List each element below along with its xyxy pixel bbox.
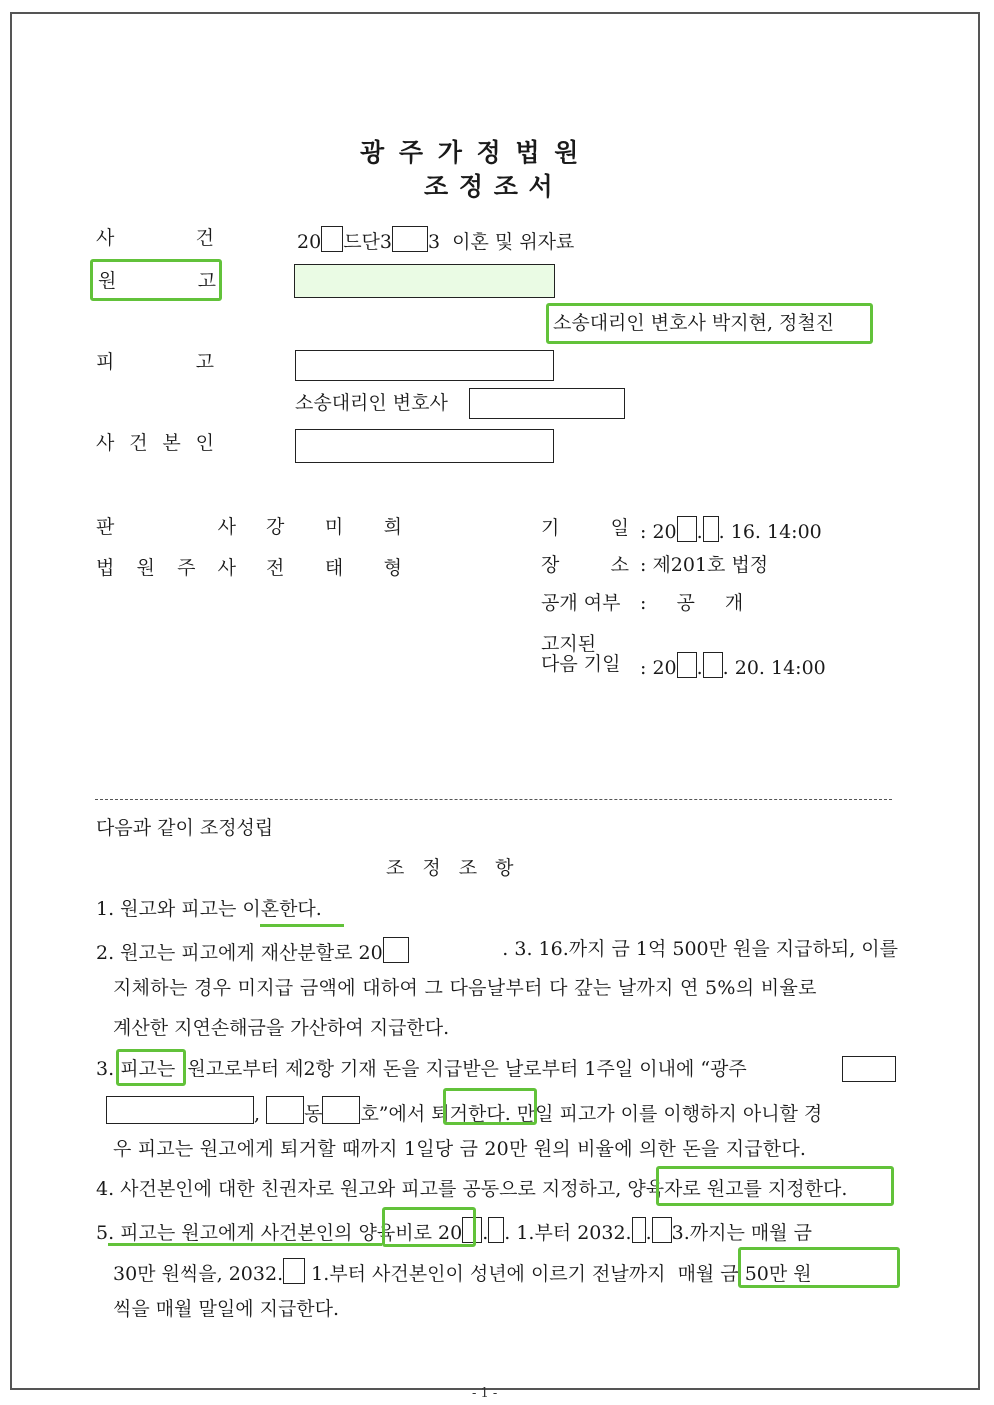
principal-label: 사 건 본 인 (96, 432, 214, 454)
judge-label: 판 사 (96, 516, 236, 538)
clause-4: 4. 사건본인에 대한 친권자로 원고와 피고를 공동으로 지정하고, 양육자로 원고를 지정한다. (96, 1178, 848, 1200)
clerk-label: 법 원 주 사 (96, 557, 236, 579)
hearing-place: : 제201호 법정 (640, 554, 769, 576)
clause-3-address-redacted-1 (842, 1056, 896, 1082)
clause-2-line-3: 계산한 지연손해금을 가산하여 지급한다. (113, 1017, 450, 1039)
clause-3-vacate-highlight (443, 1088, 537, 1125)
clause-1-underline (260, 924, 344, 927)
hearing-public-label: 공개 여부 (541, 592, 621, 614)
defendant-attorney-label: 소송대리인 변호사 (295, 392, 448, 414)
judge-name: 강 미 희 (266, 516, 402, 538)
principal-name-redacted (295, 429, 554, 463)
clause-5-line-3: 씩을 매월 말일에 지급한다. (113, 1298, 340, 1320)
clause-5-monthly-highlight (738, 1247, 900, 1288)
plaintiff-attorney: 소송대리인 변호사 박지현, 정철진 (553, 312, 835, 334)
case-label: 사 건 (96, 227, 214, 249)
hearing-place-label: 장 소 (541, 554, 629, 576)
case-number: 20 드단3 3 이혼 및 위자료 (297, 226, 574, 254)
hearing-date-label: 기 일 (541, 517, 629, 539)
mediation-result: 다음과 같이 조정성립 (96, 817, 274, 839)
plaintiff-label: 원 고 (98, 270, 216, 292)
clause-3-line-1: 3. 피고는 원고로부터 제2항 기재 돈을 지급받은 날로부터 1주일 이내에 “광주 (96, 1058, 747, 1080)
court-name: 광 주 가 정 법 원 (360, 138, 579, 167)
next-date-label-1: 고지된 (541, 633, 597, 655)
clause-4-custody-highlight (656, 1166, 894, 1206)
next-date: : 20 . . 20. 14:00 (640, 652, 826, 680)
clause-5-underline (108, 1243, 382, 1246)
page-number: - 1 - (472, 1386, 498, 1401)
defendant-attorney-redacted (469, 388, 625, 419)
clause-5-line-1: 5. 피고는 원고에게 사건본인의 양육비로 20 . . 1.부터 2032. . 3.까지는 매월 금 (96, 1217, 812, 1245)
clause-3-line-2: , 동 호”에서 퇴거한다. 만일 피고가 이를 이행하지 아니할 경 (106, 1096, 822, 1126)
defendant-label: 피 고 (96, 351, 214, 373)
clause-5-line-2: 30만 원씩을, 2032. 1.부터 사건본인이 성년에 이르기 전날까지 매월 금 50만 원 (113, 1258, 812, 1286)
clerk-name: 전 태 형 (266, 557, 402, 579)
terms-title: 조 정 조 항 (386, 857, 514, 879)
plaintiff-label-highlight (90, 259, 222, 301)
hearing-date: : 20 . . 16. 14:00 (640, 516, 822, 544)
next-date-label-2: 다음 기일 (541, 653, 621, 675)
clause-2-line-1: 2. 원고는 피고에게 재산분할로 20 . 3. 16.까지 금 1억 500만 원을 지급하되, 이를 (96, 938, 898, 964)
clause-3-line-3: 우 피고는 원고에게 퇴거할 때까지 1일당 금 20만 원의 비율에 의한 돈을 지급한다. (113, 1138, 807, 1160)
plaintiff-attorney-highlight (546, 303, 873, 344)
clause-1: 1. 원고와 피고는 이혼한다. (96, 898, 322, 920)
clause-5-support-highlight (382, 1207, 476, 1247)
clause-2-line-2: 지체하는 경우 미지급 금액에 대하여 그 다음날부터 다 갚는 날까지 연 5%의 비율로 (113, 977, 817, 999)
defendant-name-redacted (295, 350, 554, 381)
clause-3-defendant-highlight (116, 1049, 186, 1086)
plaintiff-name-redacted (294, 264, 555, 298)
hearing-public: : 공 개 (640, 592, 744, 614)
document-title: 조 정 조 서 (424, 172, 553, 201)
section-divider (95, 799, 892, 800)
